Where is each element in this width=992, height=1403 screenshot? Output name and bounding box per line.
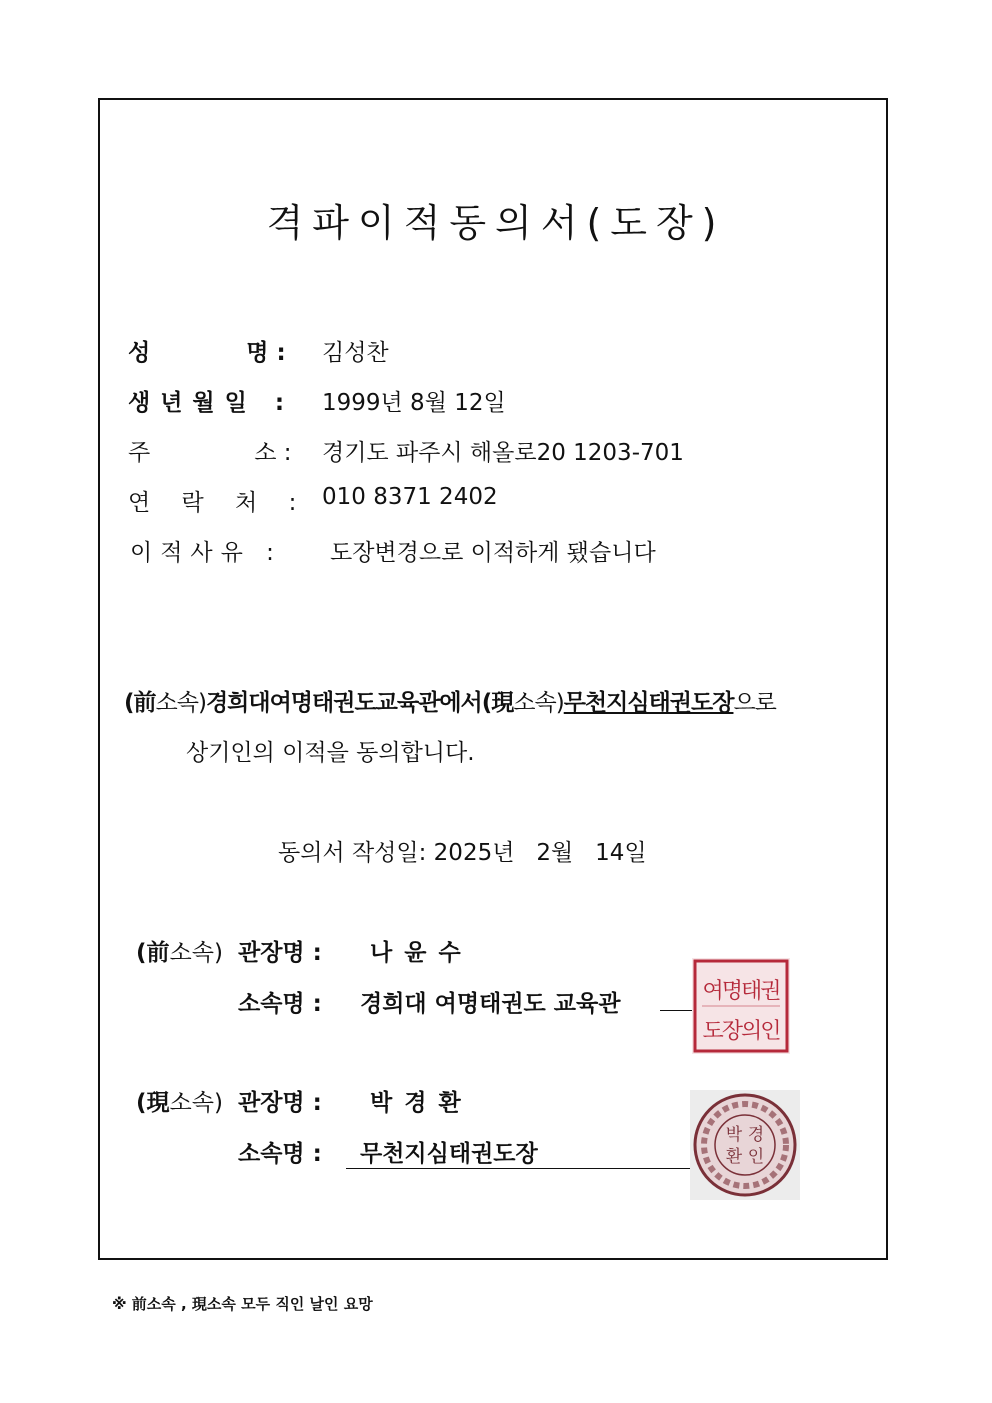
prev-school-name: 경희대여명태권도교육관에서 xyxy=(205,690,482,716)
statement-suffix: 으로 xyxy=(733,690,776,716)
birth-value: 1999년 8월 12일 xyxy=(322,390,506,416)
svg-text:여명태권: 여명태권 xyxy=(702,979,780,1004)
cur-school-name: 무천지심태권도장 xyxy=(563,690,734,716)
prev-affil-name: 경희대 여명태권도 교육관 xyxy=(360,991,621,1017)
prev-director-label: 관장명 : xyxy=(238,940,322,966)
document-title: 격파이적동의서(도장) xyxy=(266,201,726,245)
prev-director-name: 나 윤 수 xyxy=(370,940,463,966)
prev-header: (前소속) xyxy=(136,940,223,966)
cur-header: (現소속) xyxy=(136,1090,223,1116)
prev-affil-label: 소속명 : xyxy=(238,991,322,1017)
cur-director-label: 관장명 : xyxy=(238,1090,322,1116)
name-label: 성 명 : xyxy=(128,340,286,366)
address-value: 경기도 파주시 해올로20 1203-701 xyxy=(322,440,684,466)
prev-seal-stamp xyxy=(692,958,790,1054)
reason-label: 이적사유 : xyxy=(130,540,282,566)
cur-affil-label: 소속명 : xyxy=(238,1141,322,1167)
svg-text:도장의인: 도장의인 xyxy=(702,1019,780,1044)
prev-sign-line xyxy=(660,1010,694,1011)
consent-line2: 상기인의 이적을 동의합니다. xyxy=(186,740,475,766)
prev-affil-label: 소속) xyxy=(155,690,206,716)
cur-affil-name: 무천지심태권도장 xyxy=(346,1135,690,1169)
cur-seal-stamp xyxy=(690,1090,800,1200)
reason-value: 도장변경으로 이적하게 됐습니다 xyxy=(330,540,656,566)
footnote: ※ 前소속 , 現소속 모두 직인 날인 요망 xyxy=(112,1295,373,1313)
contact-value: 010 8371 2402 xyxy=(322,484,498,510)
prev-mark: (前 xyxy=(124,690,156,716)
cur-mark: (現 xyxy=(481,690,514,716)
contact-label: 연 락 처 : xyxy=(128,490,297,516)
svg-text:경: 경 xyxy=(747,1125,765,1145)
date-line: 동의서 작성일: 2025년 2월 14일 xyxy=(278,840,647,866)
cur-director-name: 박 경 환 xyxy=(370,1090,463,1116)
name-value: 김성찬 xyxy=(322,340,389,366)
svg-text:인: 인 xyxy=(747,1147,765,1167)
address-label: 주 소 : xyxy=(128,440,292,466)
svg-text:환: 환 xyxy=(725,1147,743,1167)
consent-statement xyxy=(124,684,776,717)
cur-affil-label: 소속) xyxy=(513,690,564,716)
svg-text:박: 박 xyxy=(725,1125,743,1145)
birth-label: 생년월일 : xyxy=(128,390,295,416)
